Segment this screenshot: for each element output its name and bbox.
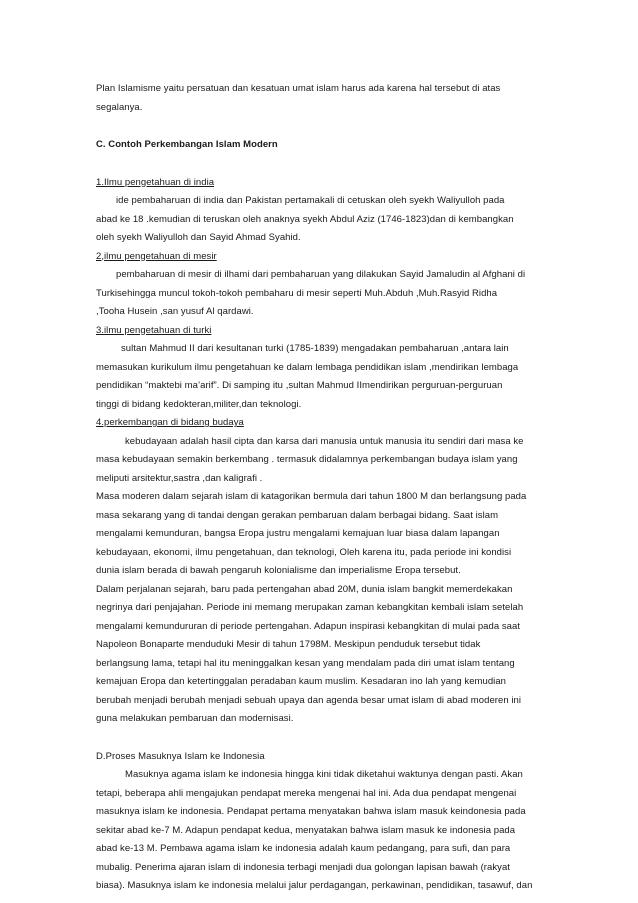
paragraph-gap <box>96 117 546 136</box>
subheading-budaya: 4.perkembangan di bidang budaya <box>96 417 244 428</box>
paragraph-line: mengalami kemunduran, bangsa Eropa justru mengalami kemajuan luar biasa dalam lapangan <box>96 528 500 539</box>
paragraph-line: abad ke-13 M. Pembawa agama islam ke indonesia adalah kaum pedangang, para sufi, dan para <box>96 843 511 854</box>
paragraph-line: ide pembaharuan di india dan Pakistan pertamakali di cetuskan oleh syekh Waliyulloh pada <box>116 195 505 206</box>
paragraph-line: sultan Mahmud II dari kesultanan turki (1785-1839) mengadakan pembaharuan ,antara lain <box>121 343 509 354</box>
section-heading-d: D.Proses Masuknya Islam ke Indonesia <box>96 750 265 762</box>
paragraph-gap <box>96 729 546 748</box>
paragraph-line: guna melakukan pembaruan dan modernisasi. <box>96 713 294 724</box>
paragraph-line: Napoleon Bonaparte menduduki Mesir di tahun 1798M. Meskipun penduduk tersebut tidak <box>96 639 481 650</box>
section-heading-c: C. Contoh Perkembangan Islam Modern <box>96 139 278 150</box>
paragraph-line: segalanya. <box>96 101 143 113</box>
paragraph-line: memasukan kurikulum ilmu pengetahuan ke dalam lembaga pendidikan islam ,mendirikan lembaga <box>96 361 519 373</box>
paragraph-line: Masuknya agama islam ke indonesia hingga kini tidak diketahui waktunya dengan pasti. Akan <box>125 769 523 780</box>
paragraph-line: pembaharuan di mesir di ilhami dari pembaharuan yang dilakukan Sayid Jamaludin al Afghani di <box>116 269 526 280</box>
paragraph-line: Masa moderen dalam sejarah islam di katagorikan bermula dari tahun 1800 M dan berlangsung pada <box>96 491 527 502</box>
paragraph-line: berubah menjadi berubah menjadi sebuah upaya dan agenda besar umat islam di abad moderen ini <box>96 694 521 706</box>
subheading-turki: 3.ilmu pengetahuan di turki <box>96 324 212 336</box>
paragraph-line: masa kebudayaan semakin berkembang . termasuk didalamnya perkembangan budaya islam yang <box>96 454 518 465</box>
paragraph-line: abad ke 18 .kemudian di teruskan oleh anaknya syekh Abdul Aziz (1746-1823)dan di kembangkan <box>96 213 514 225</box>
paragraph-line: Turkisehingga muncul tokoh-tokoh pembaharu di mesir seperti Muh.Abduh ,Muh.Rasyid Ridha <box>96 287 498 299</box>
subheading-mesir-text: 2,ilmu pengetahuan di mesir <box>96 250 217 262</box>
paragraph-line: dunia islam berada di bawah pengaruh kolonialisme dan imperialisme Eropa tersebut. <box>96 565 461 576</box>
subheading-mesir <box>96 248 546 267</box>
paragraph-line: sekitar abad ke-7 M. Adapun pendapat kedua, menyatakan bahwa islam masuk ke indonesia pada <box>96 824 516 836</box>
paragraph-line: mengalami kemundururan di periode pertengahan. Adapun inspirasi kebangkitan di mulai pada saat <box>96 620 521 632</box>
paragraph-gap <box>96 155 546 174</box>
paragraph-line: Dalam perjalanan sejarah, baru pada pertengahan abad 20M, dunia islam bangkit memerdekakan <box>96 583 513 595</box>
subheading-india: 1.Ilmu pengetahuan di india <box>96 176 215 188</box>
paragraph-line: negrinya dari penjajahan. Periode ini memang merupakan zaman kebangkitan kembali islam setelah <box>96 602 524 613</box>
paragraph-line: masa sekarang yang di tandai dengan gerakan pembaruan dalam berbagai bidang. Saat islam <box>96 509 499 521</box>
paragraph-line: ,Tooha Husein ,san yusuf Al qardawi. <box>96 306 254 317</box>
paragraph-line: mubalig. Penerima ajaran islam di indonesia terbagi menjadi dua golongan lapisan bawah (rakyat <box>96 861 510 873</box>
paragraph-line: kebudayaan adalah hasil cipta dan karsa dari manusia untuk manusia itu sendiri dari masa ke <box>125 435 524 447</box>
paragraph-line: Plan Islamisme yaitu persatuan dan kesatuan umat islam harus ada karena hal tersebut di atas <box>96 83 501 94</box>
paragraph-line: oleh syekh Waliyulloh dan Sayid Ahmad Syahid. <box>96 232 301 243</box>
paragraph-line: tetapi, beberapa ahli mengajukan pendapat mereka mengenai hal ini. Ada dua pendapat mengenai <box>96 787 517 799</box>
paragraph-line: berlangsung lama, tetapi hal itu meninggalkan kesan yang mendalam pada diri umat islam tentang <box>96 657 515 669</box>
paragraph-line: pendidikan “maktebi ma’arif”. Di samping itu ,sultan Mahmud IImendirikan perguruan-perguruan <box>96 380 503 391</box>
document-page <box>96 80 546 896</box>
paragraph-line: biasa). Masuknya islam ke indonesia melalui jalur perdagangan, perkawinan, pendidikan, tasawuf, dan <box>96 880 533 891</box>
paragraph-line: meliputi arsitektur,sastra ,dan kaligrafi . <box>96 472 263 484</box>
paragraph-line: masuknya islam ke indonesia. Pendapat pertama menyatakan bahwa islam masuk keindonesia pada <box>96 806 526 817</box>
paragraph-line: kemajuan Eropa dan ketertinggalan peradaban kaum muslim. Kesadaran ino lah yang kemudian <box>96 676 506 687</box>
paragraph-line: kebudayaan, ekonomi, ilmu pengetahuan, dan teknologi, Oleh karena itu, pada periode ini kondisi <box>96 546 512 558</box>
paragraph-line: tinggi di bidang kedokteran,militer,dan teknologi. <box>96 398 302 410</box>
